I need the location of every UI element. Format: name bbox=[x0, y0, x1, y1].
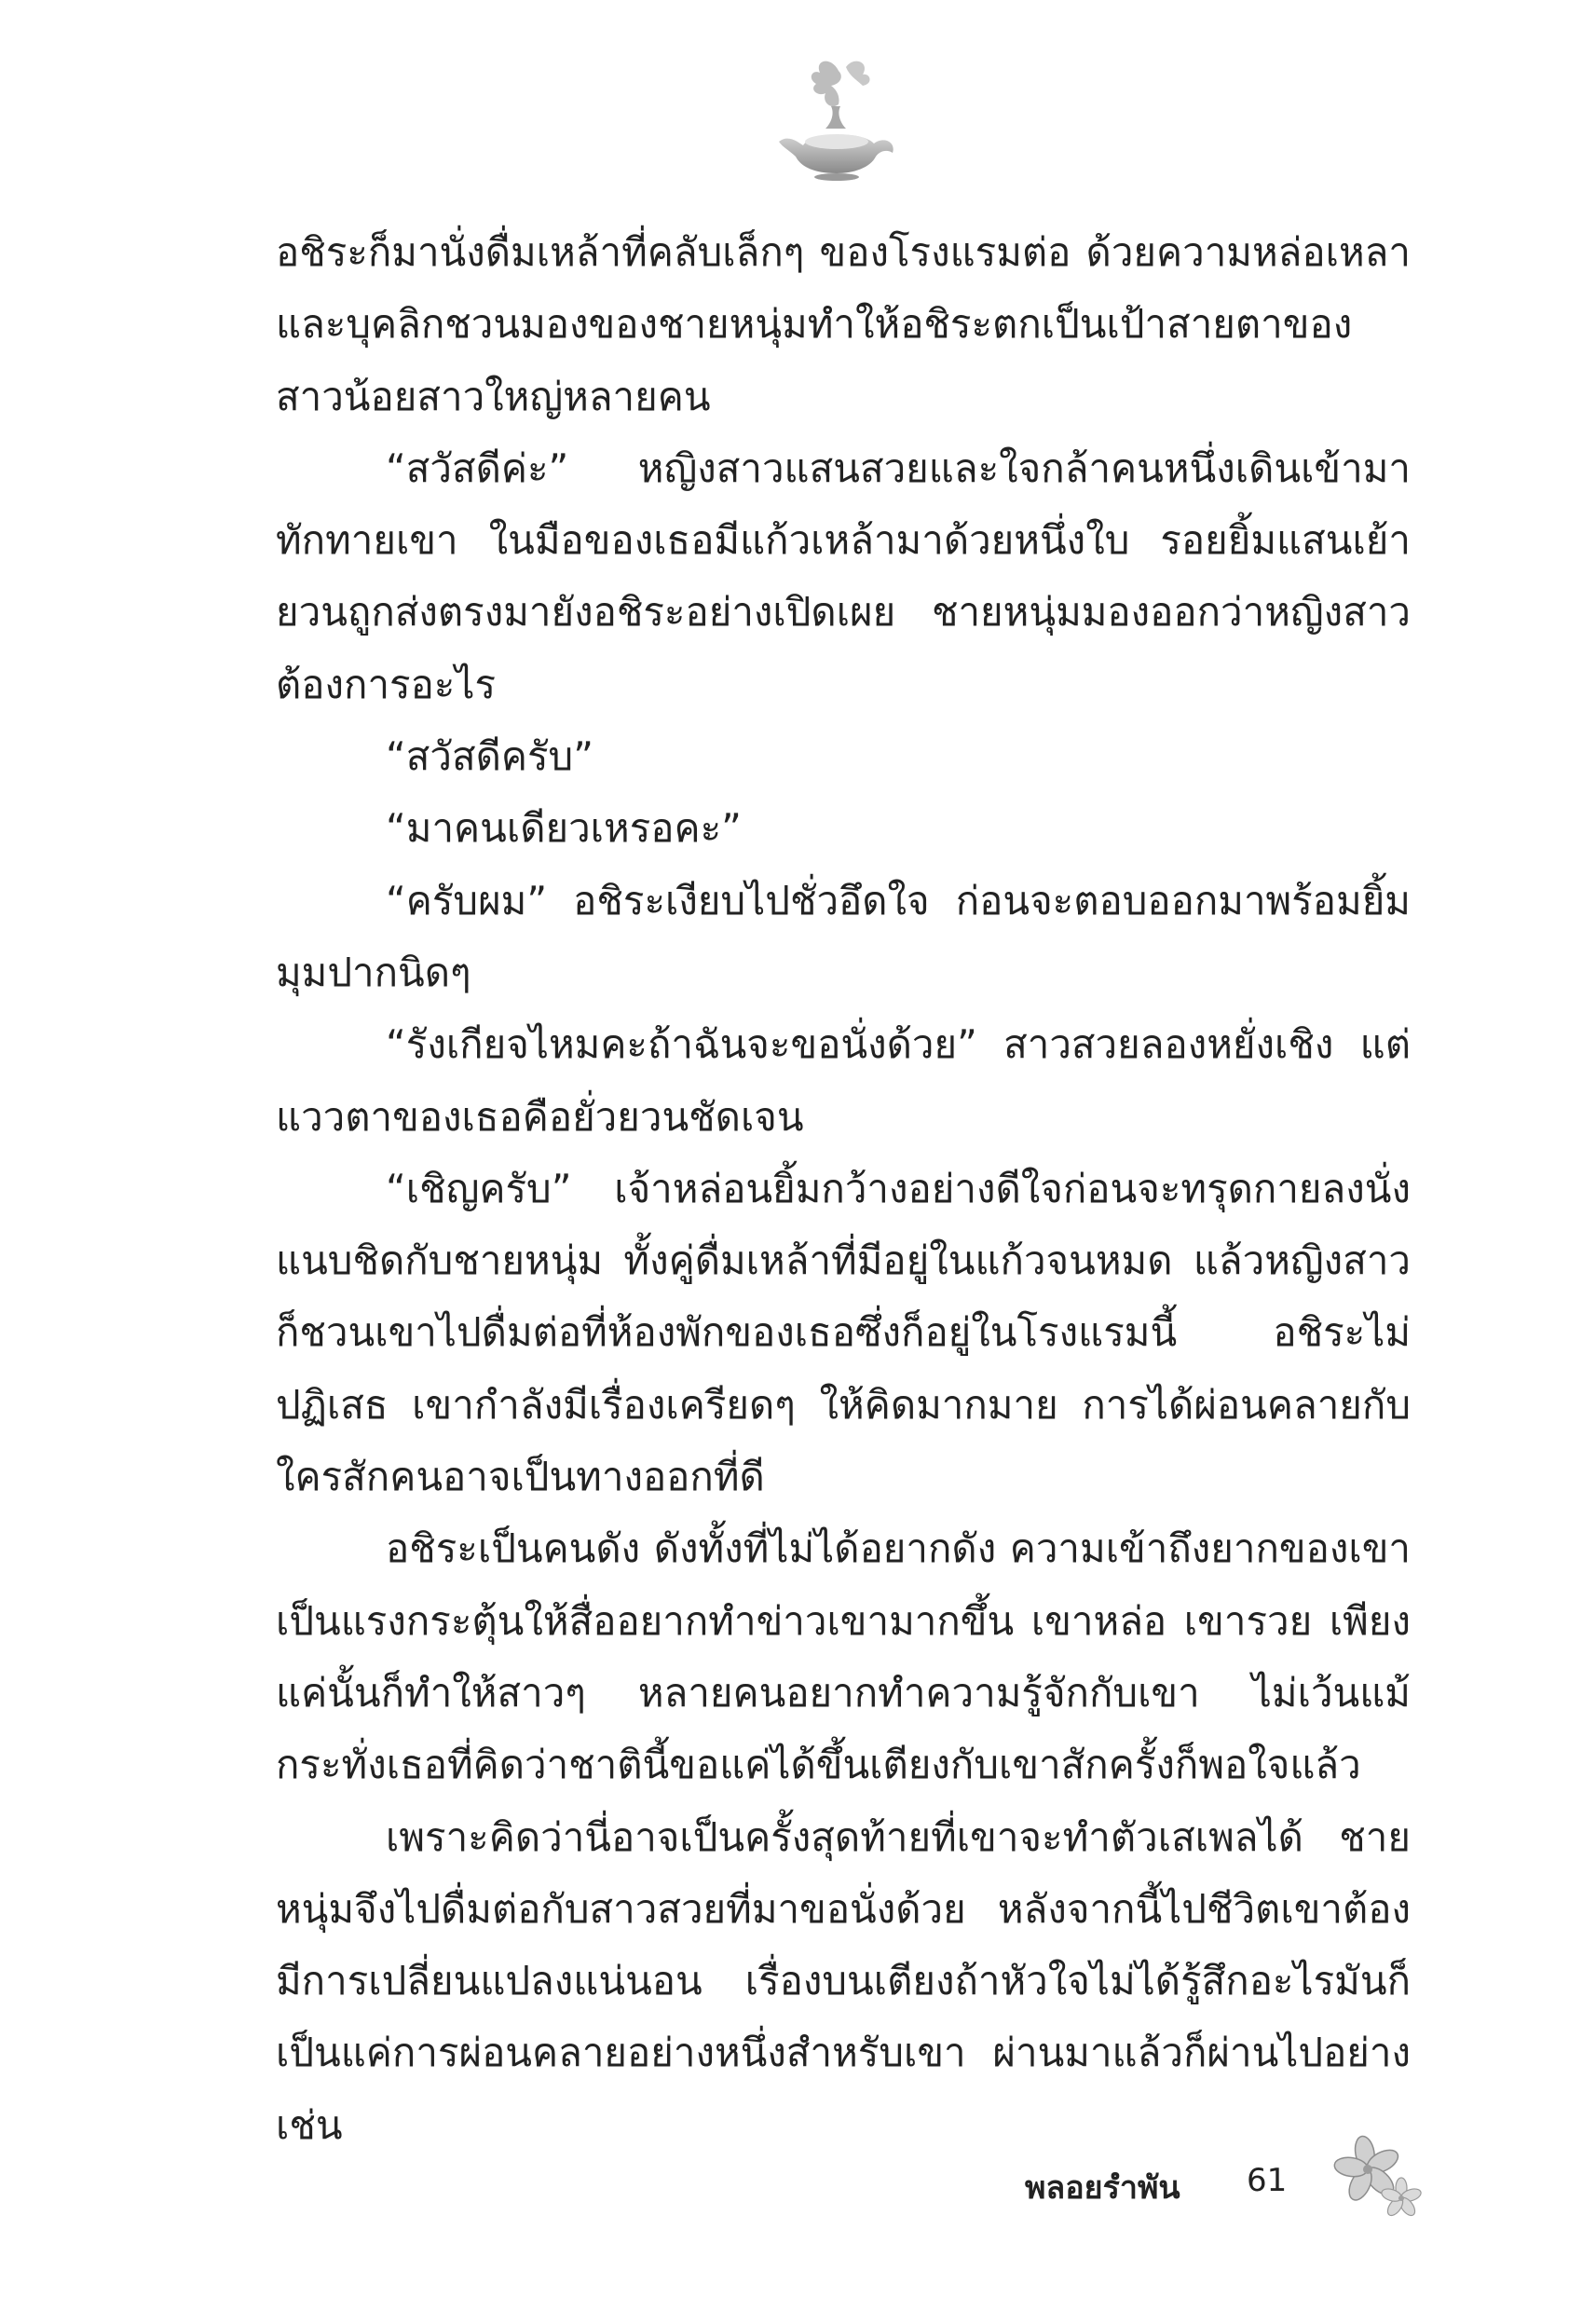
plumeria-flower-icon bbox=[1332, 2132, 1425, 2225]
paragraph-5: “ครับผม” อชิระเงียบไปชั่วอึดใจ ก่อนจะตอบออกมาพร้อมยิ้มมุมปากนิดๆ bbox=[276, 877, 1411, 995]
page-number: 61 bbox=[1247, 2162, 1288, 2199]
paragraph-1: อชิระก็มานั่งดื่มเหล้าที่คลับเล็กๆ ของโรงแรมต่อ ด้วยความหล่อเหลาและบุคลิกชวนมองของชายหนุ่มทำให้อชิระตกเป็นเป้าสายตาของสาวน้อยสาวใหญ่หลายคน bbox=[276, 229, 1411, 419]
genie-lamp-icon bbox=[766, 52, 906, 192]
paragraph-7: “เชิญครับ” เจ้าหล่อนยิ้มกว้างอย่างดีใจก่อนจะทรุดกายลงนั่งแนบชิดกับชายหนุ่ม ทั้งคู่ดื่มเหล้าที่มีอยู่ในแก้วจนหมด แล้วหญิงสาวก็ชวนเขาไปดื่มต่อที่ห้องพักของเธอซึ่งก็อยู่ในโรงแรมนี้ อชิระไม่ปฏิเสธ เขากำลังมีเรื่องเครียดๆ ให้คิดมากมาย การได้ผ่อนคลายกับใครสักคนอาจเป็นทางออกที่ดี bbox=[276, 1165, 1411, 1500]
paragraph-8: อชิระเป็นคนดัง ดังทั้งที่ไม่ได้อยากดัง ความเข้าถึงยากของเขาเป็นแรงกระตุ้นให้สื่ออยากทำข่าวเขามากขึ้น เขาหล่อ เขารวย เพียงแค่นั้นก็ทำให้สาวๆ หลายคนอยากทำความรู้จักกับเขา ไม่เว้นแม้กระทั่งเธอที่คิดว่าชาตินี้ขอแค่ได้ขึ้นเตียงกับเขาสักครั้งก็พอใจแล้ว bbox=[276, 1525, 1411, 1788]
paragraph-9: เพราะคิดว่านี่อาจเป็นครั้งสุดท้ายที่เขาจะทำตัวเสเพลได้ ชายหนุ่มจึงไปดื่มต่อกับสาวสวยที่มาขอนั่งด้วย หลังจากนี้ไปชีวิตเขาต้องมีการเปลี่ยนแปลงแน่นอน เรื่องบนเตียงถ้าหัวใจไม่ได้รู้สึกอะไรมันก็เป็นแค่การผ่อนคลายอย่างหนึ่งสำหรับเขา ผ่านมาแล้วก็ผ่านไปอย่างเช่น bbox=[276, 1813, 1411, 2148]
paragraph-4: “มาคนเดียวเหรอคะ” bbox=[386, 805, 742, 852]
paragraph-2: “สวัสดีค่ะ” หญิงสาวแสนสวยและใจกล้าคนหนึ่งเดินเข้ามาทักทายเขา ในมือของเธอมีแก้วเหล้ามาด้วยหนึ่งใบ รอยยิ้มแสนเย้ายวนถูกส่งตรงมายังอชิระอย่างเปิดเผย ชายหนุ่มมองออกว่าหญิงสาวต้องการอะไร bbox=[276, 444, 1411, 707]
paragraph-6: “รังเกียจไหมคะถ้าฉันจะขอนั่งด้วย” สาวสวยลองหยั่งเชิง แต่แววตาของเธอคือยั่วยวนชัดเจน bbox=[276, 1021, 1411, 1140]
body-text bbox=[276, 216, 1411, 2161]
book-title: พลอยรำพัน bbox=[1025, 2169, 1180, 2207]
paragraph-3: “สวัสดีครับ” bbox=[386, 733, 593, 780]
